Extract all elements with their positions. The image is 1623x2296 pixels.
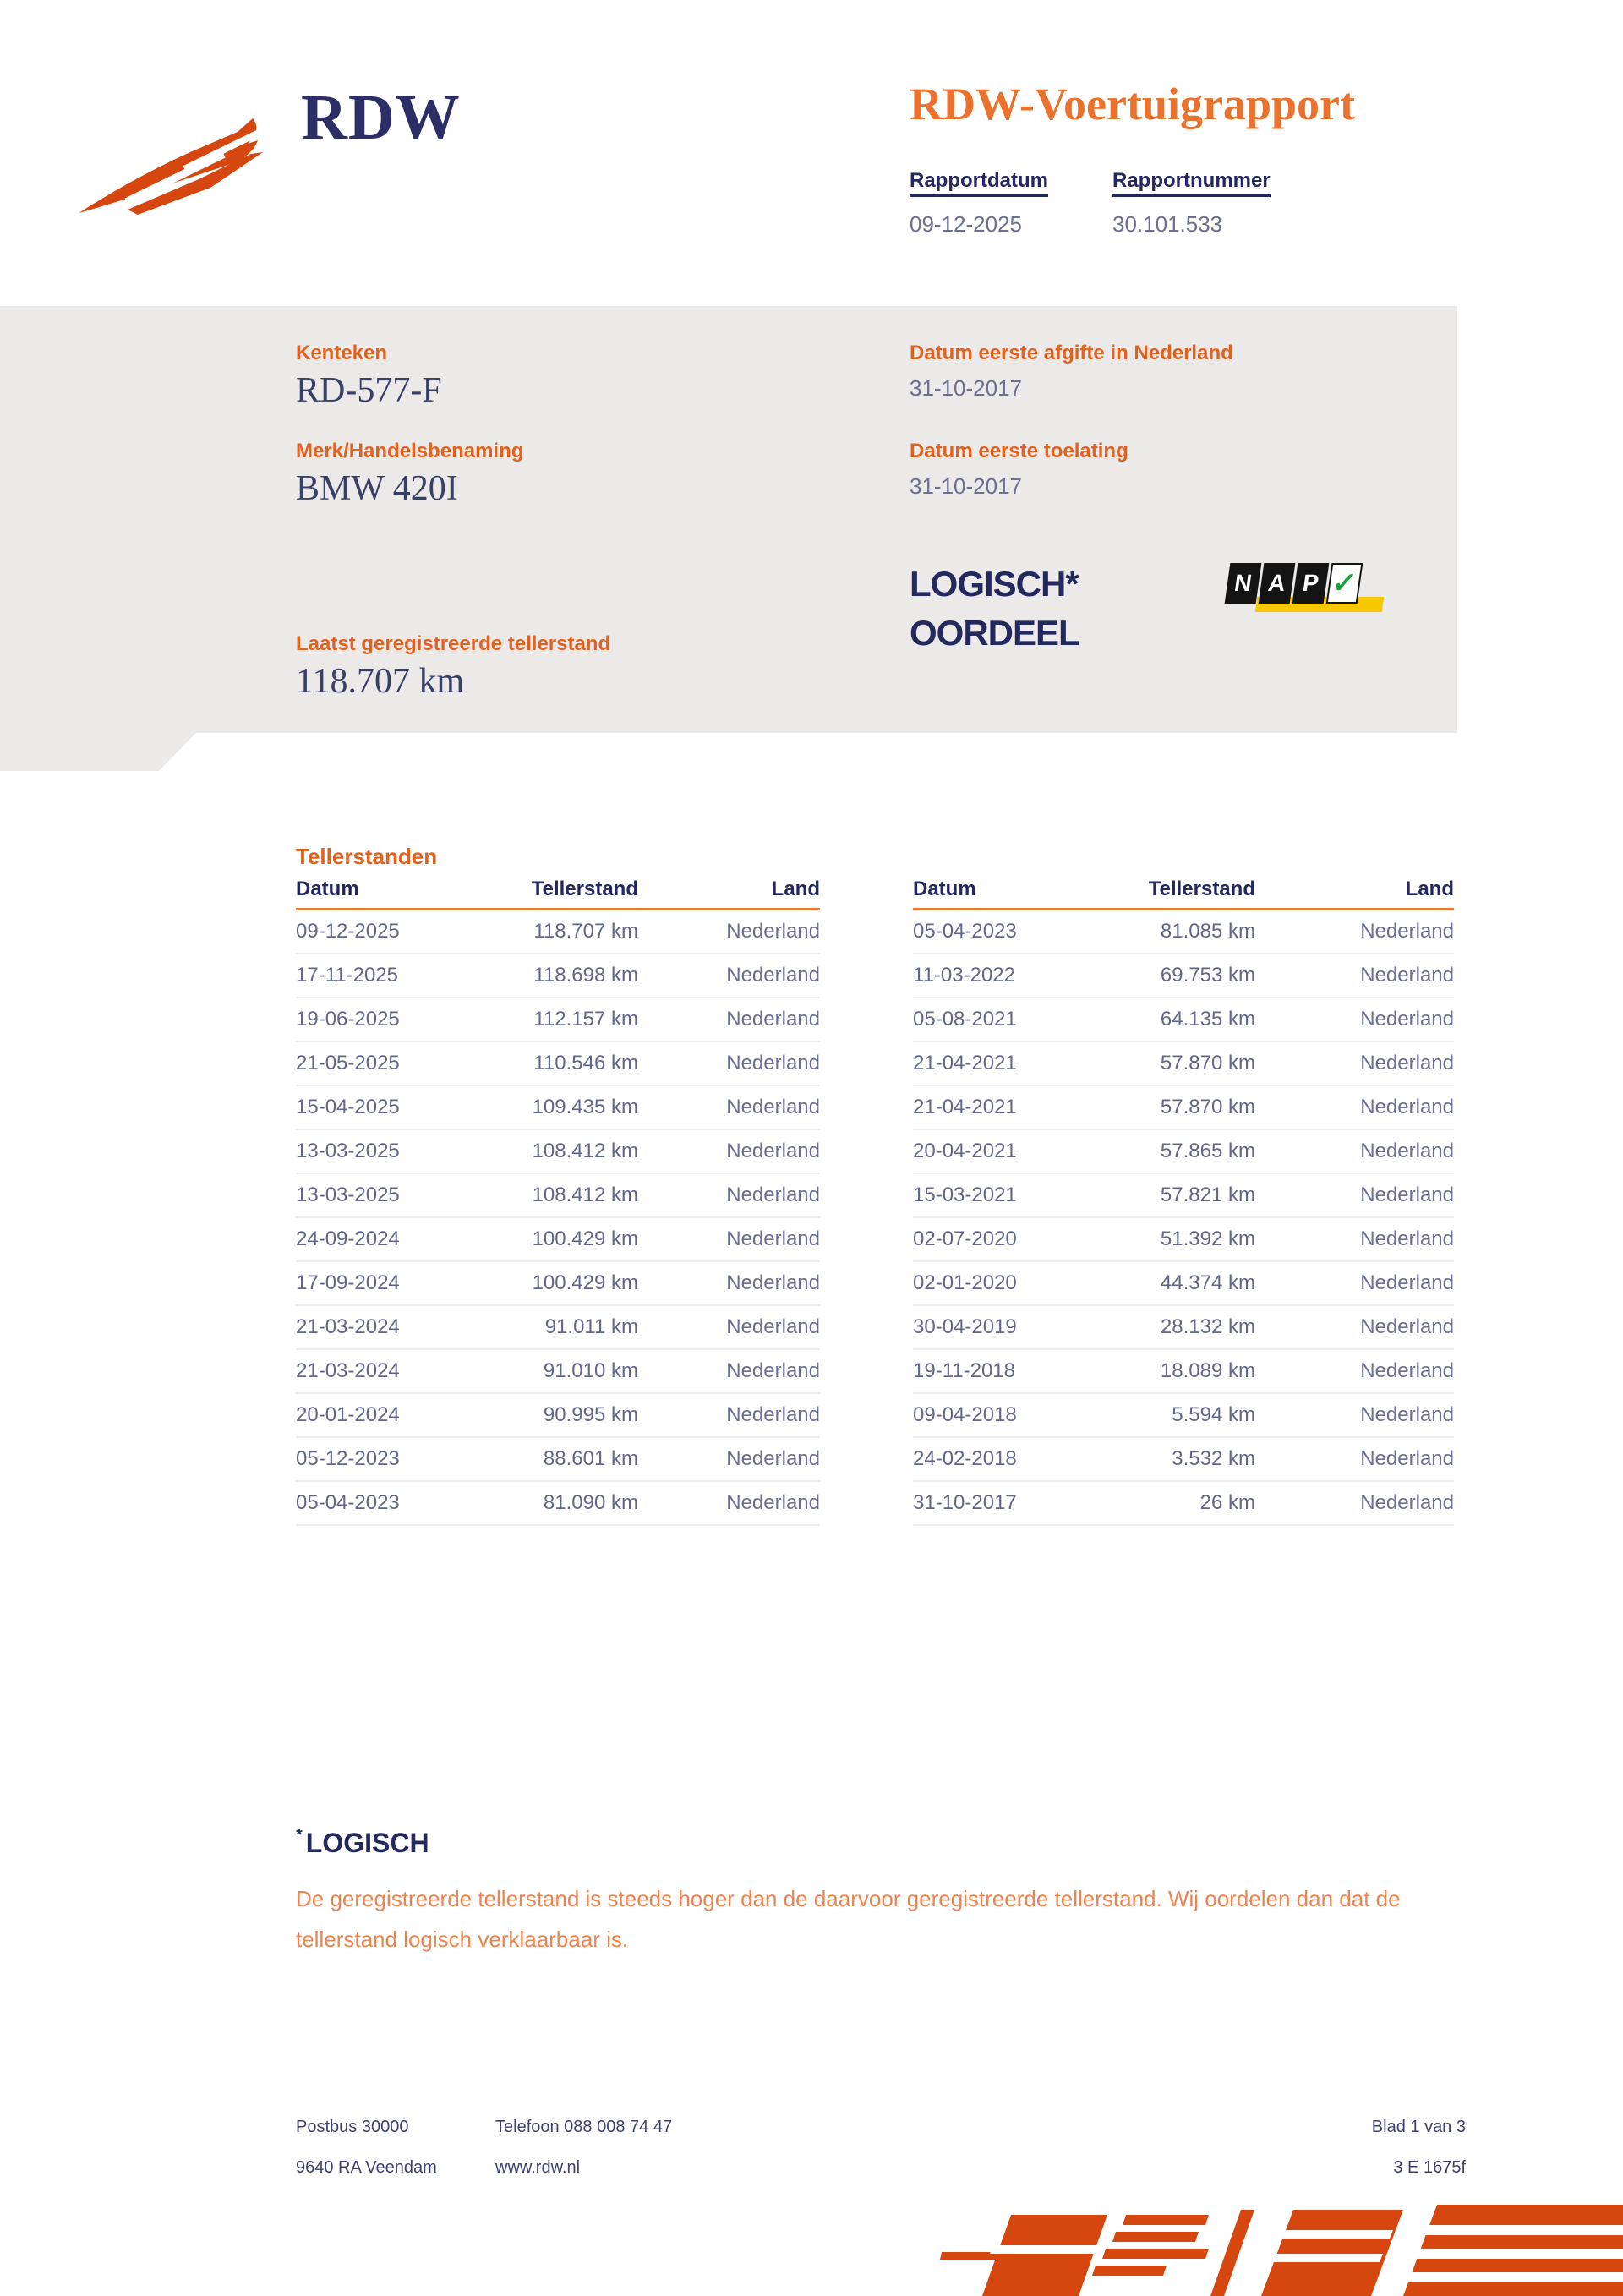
cell-tellerstand: 5.594 km: [1172, 1403, 1255, 1426]
kenteken-label: Kenteken: [296, 342, 388, 364]
footer-address-line2: 9640 RA Veendam: [296, 2158, 437, 2177]
vehicle-summary-panel-tab: [0, 733, 196, 771]
table-row: [913, 1262, 1454, 1306]
cell-datum: 31-10-2017: [913, 1491, 1017, 1514]
cell-land: Nederland: [1360, 1491, 1454, 1514]
cell-tellerstand: 57.821 km: [1160, 1184, 1255, 1206]
cell-tellerstand: 57.870 km: [1160, 1096, 1255, 1118]
cell-datum: 15-04-2025: [296, 1096, 400, 1118]
cell-tellerstand: 57.870 km: [1160, 1052, 1255, 1074]
cell-datum: 15-03-2021: [913, 1184, 1017, 1206]
cell-tellerstand: 64.135 km: [1160, 1008, 1255, 1030]
cell-datum: 21-05-2025: [296, 1052, 400, 1074]
cell-datum: 20-01-2024: [296, 1403, 400, 1426]
footer-address-line1: Postbus 30000: [296, 2118, 409, 2136]
tellerstanden-table-right: [913, 877, 1454, 1526]
table-row: [913, 1350, 1454, 1394]
tellerstanden-section-title: Tellerstanden: [296, 844, 438, 869]
table-row: [913, 1042, 1454, 1086]
cell-datum: 24-09-2024: [296, 1227, 400, 1250]
column-header-tellerstand: Tellerstand: [1148, 877, 1255, 900]
toelating-label: Datum eerste toelating: [910, 440, 1128, 462]
cell-land: Nederland: [1360, 1359, 1454, 1382]
rdw-wordmark: RDW: [301, 82, 461, 153]
cell-land: Nederland: [1360, 920, 1454, 943]
cell-datum: 05-08-2021: [913, 1008, 1017, 1030]
cell-datum: 13-03-2025: [296, 1184, 400, 1206]
table-header-row: [913, 877, 1454, 910]
report-date-value: 09-12-2025: [910, 211, 1022, 237]
cell-land: Nederland: [1360, 1184, 1454, 1206]
table-row: [913, 1174, 1454, 1218]
cell-land: Nederland: [726, 920, 820, 943]
toelating-value: 31-10-2017: [910, 473, 1022, 499]
cell-tellerstand: 28.132 km: [1160, 1315, 1255, 1338]
footer-address: [296, 2107, 437, 2188]
cell-datum: 21-03-2024: [296, 1315, 400, 1338]
cell-tellerstand: 26 km: [1199, 1491, 1255, 1514]
afgifte-value: 31-10-2017: [910, 375, 1022, 401]
table-row: [296, 954, 820, 998]
footer-phone: Telefoon 088 008 74 47: [495, 2118, 673, 2136]
cell-tellerstand: 118.707 km: [533, 920, 638, 943]
cell-land: Nederland: [726, 1096, 820, 1118]
cell-tellerstand: 18.089 km: [1160, 1359, 1255, 1382]
report-title: RDW-Voertuigrapport: [910, 79, 1355, 129]
report-number-label: Rapportnummer: [1112, 169, 1271, 197]
table-row: [296, 1218, 820, 1262]
oordeel-line1: LOGISCH*: [910, 564, 1079, 604]
cell-tellerstand: 108.412 km: [532, 1140, 638, 1162]
table-row: [296, 1438, 820, 1482]
table-row: [913, 1086, 1454, 1130]
table-row: [296, 1350, 820, 1394]
cell-datum: 20-04-2021: [913, 1140, 1017, 1162]
cell-datum: 17-11-2025: [296, 964, 398, 987]
table-row: [296, 910, 820, 954]
table-row: [913, 1218, 1454, 1262]
cell-land: Nederland: [726, 1184, 820, 1206]
nap-letter-n: N: [1225, 563, 1262, 604]
cell-land: Nederland: [1360, 1052, 1454, 1074]
kenteken-value: RD-577-F: [296, 371, 442, 410]
table-row: [913, 1306, 1454, 1350]
cell-datum: 11-03-2022: [913, 964, 1015, 987]
table-row: [913, 998, 1454, 1042]
column-header-datum: Datum: [296, 877, 359, 900]
cell-datum: 21-04-2021: [913, 1096, 1017, 1118]
footer-website[interactable]: www.rdw.nl: [495, 2158, 581, 2177]
cell-land: Nederland: [1360, 1227, 1454, 1250]
oordeel-text: [910, 560, 1079, 658]
cell-tellerstand: 51.392 km: [1160, 1227, 1255, 1250]
footer-contact: [495, 2107, 672, 2188]
cell-datum: 30-04-2019: [913, 1315, 1017, 1338]
cell-tellerstand: 91.010 km: [543, 1359, 638, 1382]
cell-land: Nederland: [726, 1008, 820, 1030]
cell-land: Nederland: [1360, 1447, 1454, 1470]
cell-land: Nederland: [726, 1271, 820, 1294]
cell-tellerstand: 91.011 km: [544, 1315, 638, 1338]
cell-land: Nederland: [1360, 1271, 1454, 1294]
table-row: [296, 1086, 820, 1130]
cell-land: Nederland: [726, 1447, 820, 1470]
cell-land: Nederland: [726, 964, 820, 987]
rdw-stripes-graphic: [930, 2181, 1623, 2296]
table-row: [913, 954, 1454, 998]
cell-tellerstand: 110.546 km: [533, 1052, 638, 1074]
cell-tellerstand: 3.532 km: [1172, 1447, 1255, 1470]
cell-datum: 05-12-2023: [296, 1447, 400, 1470]
cell-tellerstand: 81.085 km: [1160, 920, 1255, 943]
table-row: [913, 1482, 1454, 1526]
table-row: [913, 1394, 1454, 1438]
table-header-row: [296, 877, 820, 910]
cell-land: Nederland: [726, 1315, 820, 1338]
table-row: [296, 998, 820, 1042]
cell-tellerstand: 118.698 km: [533, 964, 638, 987]
logisch-note-text: De geregistreerde tellerstand is steeds hoger dan de daarvoor geregistreerde tellerstand. Wij oordelen dan dat de tellerstand logisch verklaarbaar is.: [296, 1886, 1401, 1953]
cell-datum: 19-11-2018: [913, 1359, 1015, 1382]
table-body: [913, 910, 1454, 1526]
table-row: [296, 1394, 820, 1438]
cell-datum: 21-04-2021: [913, 1052, 1017, 1074]
table-row: [296, 1306, 820, 1350]
asterisk: *: [296, 1826, 303, 1845]
nap-checkmark-icon: ✓: [1326, 563, 1363, 604]
table-row: [913, 1130, 1454, 1174]
cell-land: Nederland: [1360, 1140, 1454, 1162]
logisch-note-title: [296, 1828, 429, 1859]
table-body: [296, 910, 820, 1526]
cell-land: Nederland: [726, 1359, 820, 1382]
cell-land: Nederland: [1360, 1096, 1454, 1118]
cell-datum: 05-04-2023: [913, 920, 1017, 943]
cell-datum: 09-04-2018: [913, 1403, 1017, 1426]
cell-land: Nederland: [726, 1403, 820, 1426]
cell-datum: 09-12-2025: [296, 920, 400, 943]
table-row: [296, 1482, 820, 1526]
logisch-note-title-text: LOGISCH: [305, 1828, 429, 1858]
cell-land: Nederland: [726, 1140, 820, 1162]
merk-label: Merk/Handelsbenaming: [296, 440, 524, 462]
cell-datum: 13-03-2025: [296, 1140, 400, 1162]
tellerstanden-table-left: [296, 877, 820, 1526]
rdw-feather-logo-icon: [72, 118, 283, 216]
cell-tellerstand: 88.601 km: [543, 1447, 638, 1470]
report-date-label: Rapportdatum: [910, 169, 1048, 197]
cell-datum: 02-01-2020: [913, 1271, 1017, 1294]
table-row: [296, 1130, 820, 1174]
cell-land: Nederland: [726, 1227, 820, 1250]
cell-tellerstand: 112.157 km: [533, 1008, 638, 1030]
laatste-tellerstand-label: Laatst geregistreerde tellerstand: [296, 632, 611, 655]
cell-datum: 24-02-2018: [913, 1447, 1017, 1470]
cell-tellerstand: 108.412 km: [532, 1184, 638, 1206]
laatste-tellerstand-value: 118.707 km: [296, 662, 465, 701]
nap-letter-p: P: [1292, 563, 1330, 604]
column-header-land: Land: [1405, 877, 1454, 900]
cell-datum: 17-09-2024: [296, 1271, 400, 1294]
table-row: [296, 1042, 820, 1086]
table-row: [913, 1438, 1454, 1482]
nap-logo: [1227, 563, 1388, 622]
oordeel-line2: OORDEEL: [910, 613, 1079, 653]
cell-land: Nederland: [726, 1491, 820, 1514]
cell-land: Nederland: [1360, 1008, 1454, 1030]
cell-land: Nederland: [726, 1052, 820, 1074]
cell-tellerstand: 90.995 km: [543, 1403, 638, 1426]
cell-tellerstand: 100.429 km: [532, 1271, 638, 1294]
vehicle-summary-panel: [0, 306, 1457, 733]
cell-tellerstand: 69.753 km: [1160, 964, 1255, 987]
cell-tellerstand: 109.435 km: [532, 1096, 638, 1118]
table-row: [296, 1174, 820, 1218]
cell-land: Nederland: [1360, 1315, 1454, 1338]
column-header-land: Land: [771, 877, 820, 900]
afgifte-label: Datum eerste afgifte in Nederland: [910, 342, 1233, 364]
column-header-tellerstand: Tellerstand: [531, 877, 638, 900]
cell-tellerstand: 81.090 km: [543, 1491, 638, 1514]
footer-doc-code: 3 E 1675f: [1393, 2158, 1466, 2177]
merk-value: BMW 420I: [296, 469, 458, 508]
cell-land: Nederland: [1360, 964, 1454, 987]
footer-page-number: Blad 1 van 3: [1371, 2118, 1466, 2136]
table-row: [296, 1262, 820, 1306]
cell-datum: 05-04-2023: [296, 1491, 400, 1514]
cell-datum: 21-03-2024: [296, 1359, 400, 1382]
cell-land: Nederland: [1360, 1403, 1454, 1426]
cell-tellerstand: 44.374 km: [1160, 1271, 1255, 1294]
cell-tellerstand: 57.865 km: [1160, 1140, 1255, 1162]
footer-page-info: [1372, 2107, 1466, 2188]
nap-letter-a: A: [1259, 563, 1296, 604]
cell-tellerstand: 100.429 km: [532, 1227, 638, 1250]
report-number-value: 30.101.533: [1112, 211, 1223, 237]
cell-datum: 02-07-2020: [913, 1227, 1017, 1250]
column-header-datum: Datum: [913, 877, 976, 900]
table-row: [913, 910, 1454, 954]
cell-datum: 19-06-2025: [296, 1008, 400, 1030]
